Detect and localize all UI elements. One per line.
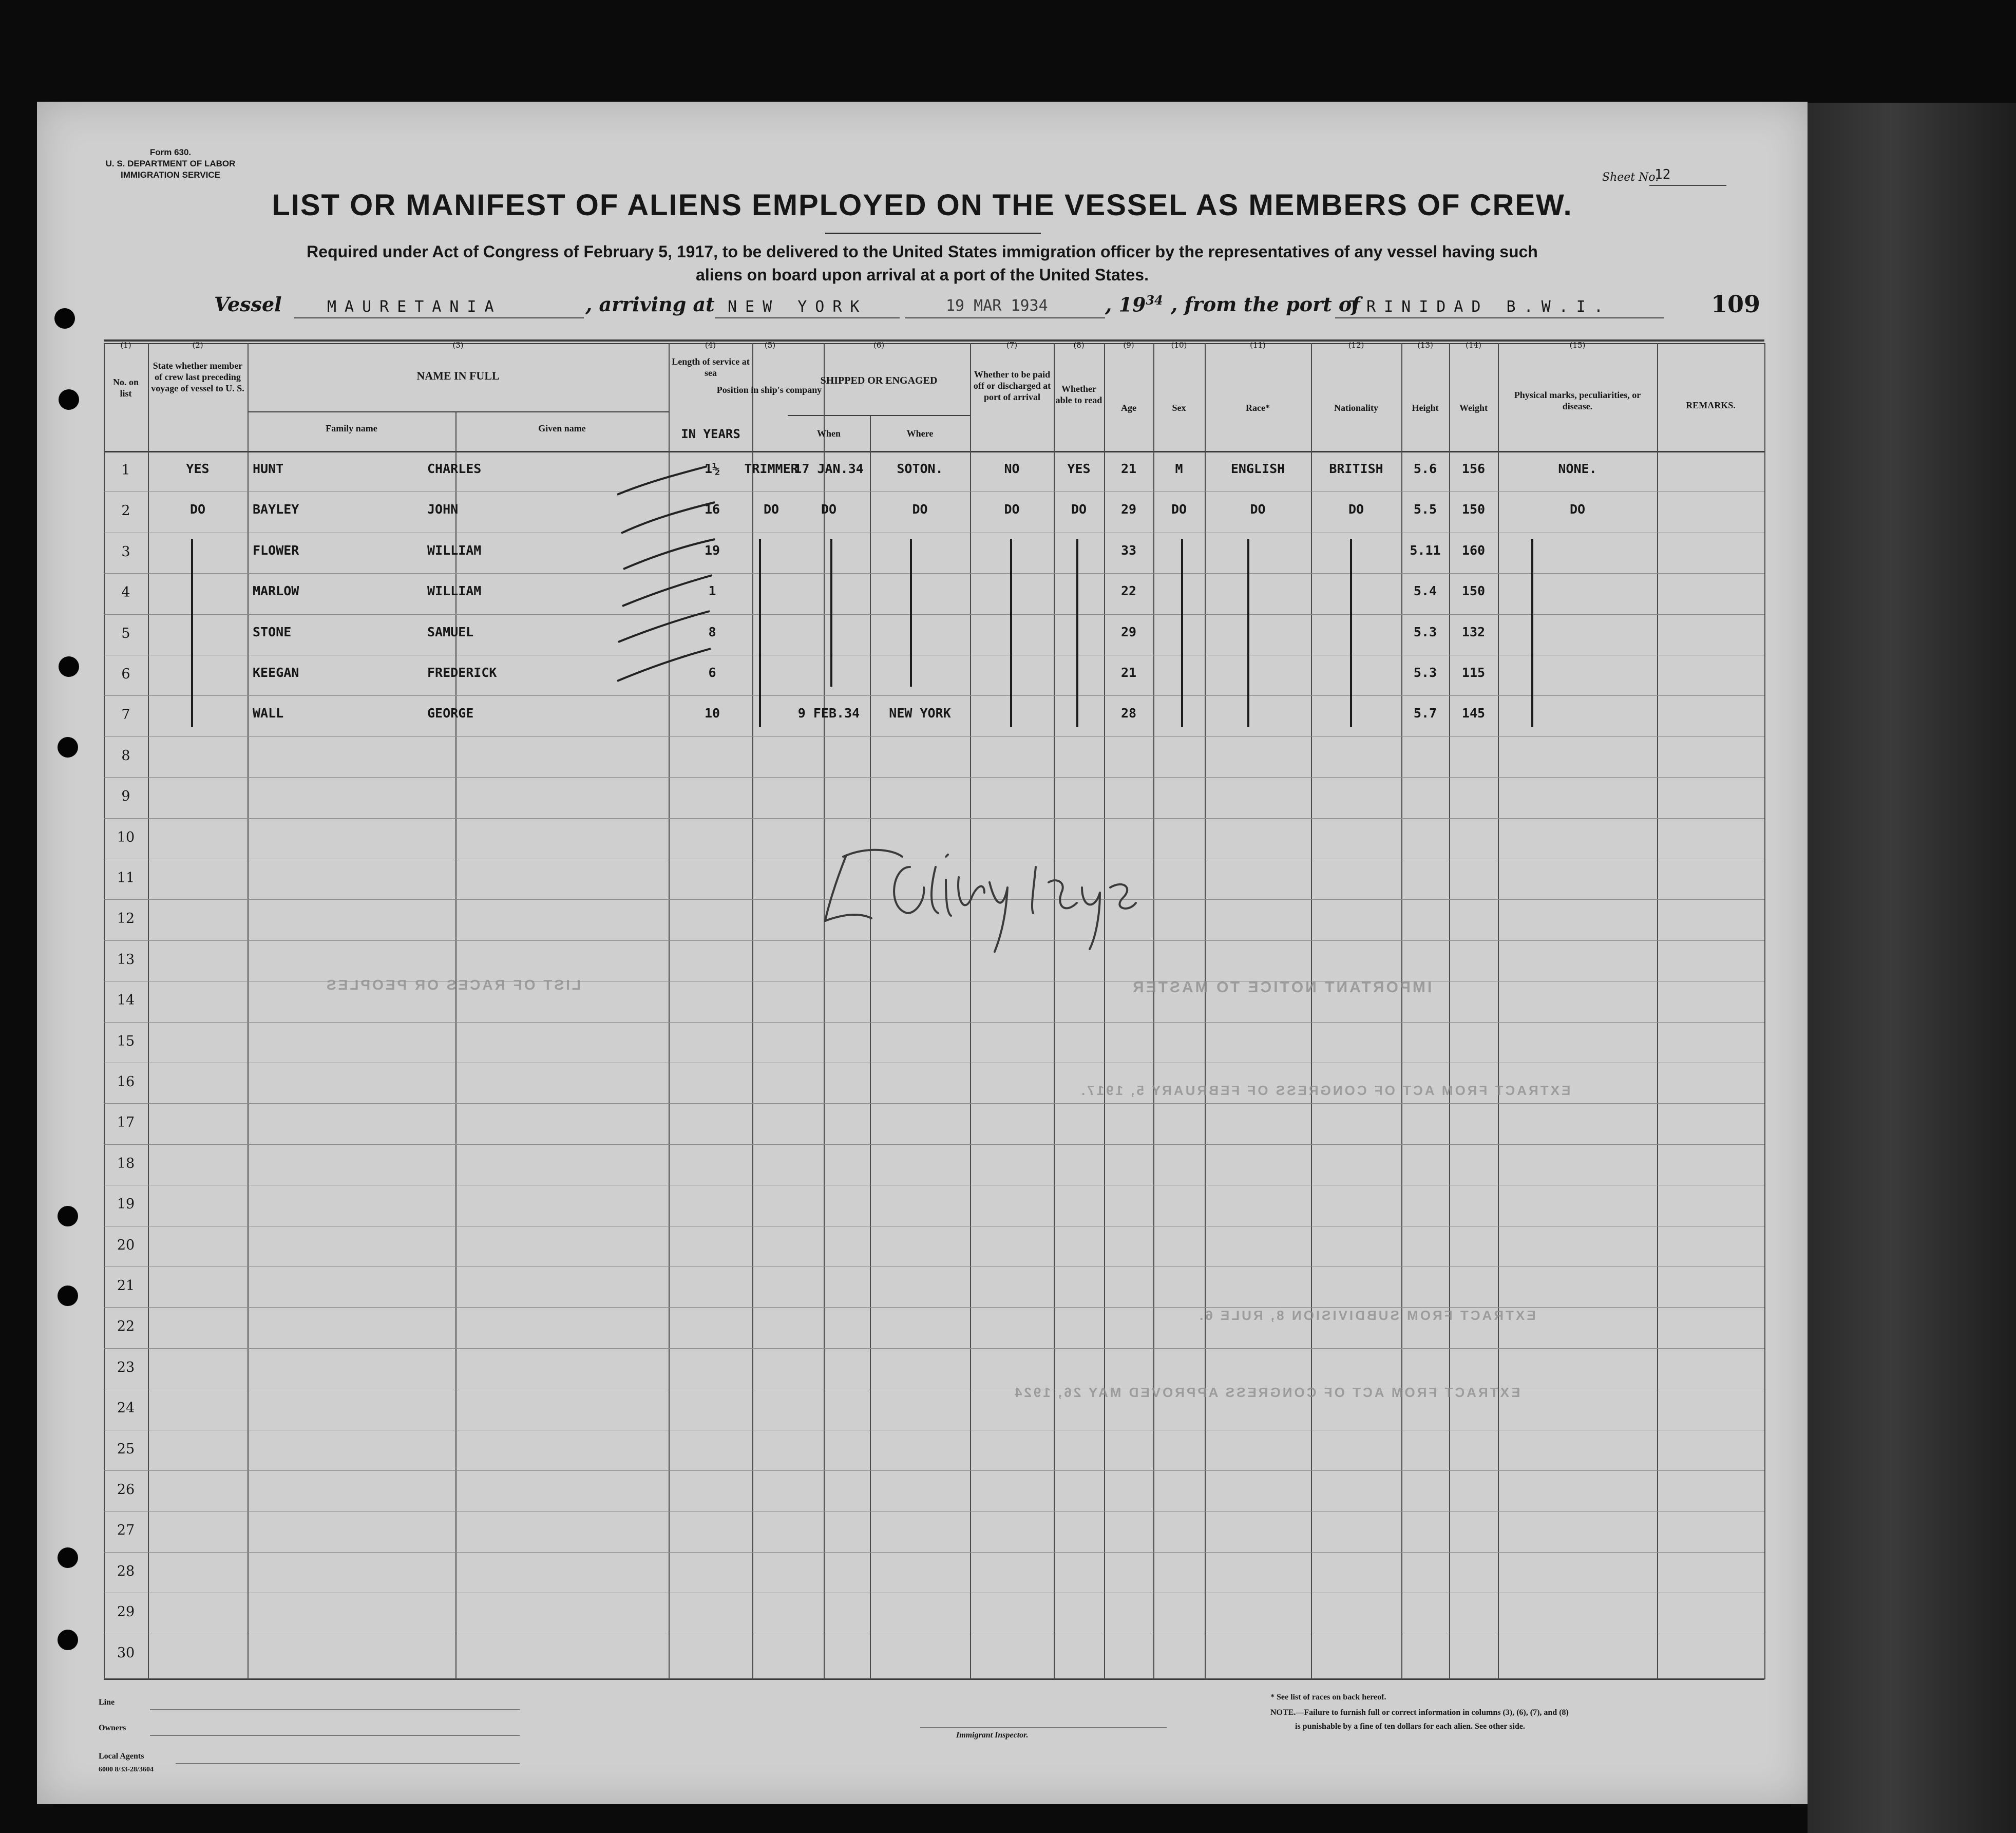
given-name-cell: WILLIAM (427, 583, 482, 598)
height-cell: 5.7 (1413, 706, 1437, 721)
column-rule (248, 343, 249, 1679)
header-able-read: Whether able to read (1055, 384, 1102, 405)
column-rule (148, 343, 149, 1679)
subtitle-line-2: aliens on board upon arrival at a port of the United States. (696, 266, 1149, 284)
from-port-underline (1335, 317, 1664, 318)
row-rule (104, 1022, 1764, 1023)
shipped-when-cell: DO (821, 502, 837, 517)
column-rule (1153, 343, 1154, 1679)
colnum-3: (3) (452, 341, 464, 350)
line-number: 19 (117, 1196, 135, 1212)
line-number: 14 (117, 992, 135, 1008)
name-subheader-rule (248, 411, 669, 412)
given-name-cell: GEORGE (427, 706, 474, 721)
arriving-port: NEW YORK (728, 298, 868, 316)
ditto-line (1247, 539, 1249, 727)
given-name-cell: JOHN (427, 502, 459, 517)
arrival-date-stamp: 19 MAR 1934 (946, 297, 1048, 315)
colnum-14: (14) (1466, 341, 1481, 350)
height-cell: 5.6 (1413, 461, 1437, 476)
punch-hole (58, 1286, 78, 1306)
arriving-underline (715, 317, 900, 318)
line-number: 29 (117, 1604, 135, 1620)
weight-cell: 156 (1461, 461, 1486, 476)
row-rule (104, 1103, 1764, 1104)
family-name-cell: WALL (253, 706, 284, 721)
physical-marks-cell: NONE. (1558, 461, 1597, 476)
colnum-9: (9) (1123, 341, 1134, 350)
footer-agents-label: Local Agents (99, 1752, 144, 1761)
age-cell: 28 (1120, 706, 1137, 721)
ditto-line (910, 539, 912, 687)
line-number: 6 (121, 666, 130, 682)
service-years-cell: 16 (704, 502, 720, 517)
family-name-cell: HUNT (253, 461, 284, 476)
header-length-units: IN YEARS (681, 427, 740, 441)
service-years-cell: 1 (708, 583, 716, 598)
line-number: 15 (117, 1033, 135, 1049)
service-name: IMMIGRATION SERVICE (121, 170, 220, 180)
position-cell: TRIMMER (744, 461, 798, 476)
line-number: 10 (117, 829, 135, 845)
table-bottom-rule (104, 1678, 1764, 1680)
header-name-in-full: NAME IN FULL (416, 369, 500, 382)
inspector-signature (815, 836, 1185, 954)
header-physical-marks: Physical marks, peculiarities, or disease. (1514, 390, 1641, 411)
shipped-subheader-rule (788, 415, 970, 416)
vessel-label: Vessel (214, 293, 282, 316)
print-code: 6000 8/33-28/3604 (99, 1766, 154, 1773)
column-rule (1657, 343, 1658, 1679)
height-cell: 5.3 (1413, 625, 1437, 639)
header-length-service: Length of service at sea (672, 356, 750, 378)
ditto-line (1531, 539, 1533, 727)
year-prefix (1105, 293, 1163, 316)
ditto-line (1350, 539, 1352, 727)
physical-marks-cell: DO (1569, 502, 1586, 517)
colnum-2: (2) (192, 341, 203, 350)
service-years-cell: 8 (708, 625, 716, 639)
line-number: 1 (121, 462, 130, 478)
colnum-1: (1) (120, 341, 131, 350)
ditto-line (759, 539, 761, 727)
header-paid-off: Whether to be paid off or discharged at port of arrival (973, 369, 1051, 402)
footer-line-field (150, 1709, 520, 1710)
colnum-6: (6) (873, 341, 885, 350)
colnum-15: (15) (1569, 341, 1586, 350)
colnum-5: (5) (764, 341, 776, 350)
header-where: Where (906, 428, 934, 439)
row-rule (104, 573, 1764, 574)
column-rule (1498, 343, 1499, 1679)
vessel-underline (294, 317, 584, 318)
colnum-8: (8) (1073, 341, 1085, 350)
header-height: Height (1412, 403, 1439, 413)
title-rule (825, 233, 1041, 234)
family-name-cell: BAYLEY (253, 502, 299, 517)
scanner-backdrop (1808, 103, 2016, 1833)
page-subtitle (37, 240, 1808, 287)
header-weight: Weight (1459, 403, 1488, 413)
colnum-13: (13) (1417, 341, 1433, 350)
line-number: 24 (117, 1400, 135, 1416)
position-cell: DO (763, 502, 779, 517)
family-name-cell: FLOWER (253, 543, 299, 558)
from-port-label: , from the port of (1171, 293, 1360, 316)
column-rule (1205, 343, 1206, 1679)
shipped-where-cell: SOTON. (897, 461, 943, 476)
row-rule (104, 614, 1764, 615)
line-number: 25 (117, 1441, 135, 1457)
page-number: 109 (1711, 290, 1761, 318)
column-rule (1764, 343, 1765, 1679)
colnum-12: (12) (1348, 341, 1364, 350)
header-nationality: Nationality (1334, 403, 1378, 413)
last-voyage-cell: DO (189, 502, 206, 517)
paid-off-cell: DO (1004, 502, 1020, 517)
penalty-note-2: is punishable by a fine of ten dollars for each alien. See other side. (1295, 1722, 1525, 1731)
service-years-cell: 10 (704, 706, 720, 721)
service-years-cell: 1½ (704, 461, 720, 476)
given-name-cell: WILLIAM (427, 543, 482, 558)
date-underline (905, 317, 1105, 318)
punch-hole (54, 308, 75, 329)
header-when: When (816, 428, 841, 439)
punch-hole (58, 1206, 78, 1226)
able-read-cell: DO (1071, 502, 1087, 517)
weight-cell: 160 (1461, 543, 1486, 558)
age-cell: 21 (1120, 665, 1137, 680)
height-cell: 5.5 (1413, 502, 1437, 517)
age-cell: 33 (1120, 543, 1137, 558)
shipped-when-cell: 9 FEB.34 (797, 706, 860, 721)
height-cell: 5.3 (1413, 665, 1437, 680)
header-shipped-engaged: SHIPPED OR ENGAGED (820, 375, 938, 386)
vessel-name: MAURETANIA (327, 298, 502, 316)
row-rule (104, 695, 1764, 696)
punch-hole (58, 737, 78, 758)
line-number: 20 (117, 1237, 135, 1253)
footer-owners-label: Owners (99, 1724, 126, 1732)
age-cell: 29 (1120, 502, 1137, 517)
penalty-note-1: NOTE.—Failure to furnish full or correct information in columns (3), (6), (7), and (8) (1270, 1708, 1569, 1717)
subtitle-line-1: Required under Act of Congress of February 5, 1917, to be delivered to the United States immigration officer by the representatives of any vessel having such (307, 242, 1538, 261)
row-rule (104, 1144, 1764, 1145)
row-rule (104, 1552, 1764, 1553)
service-years-cell: 6 (708, 665, 716, 680)
header-sex: Sex (1172, 403, 1186, 413)
race-cell: DO (1250, 502, 1266, 517)
line-number: 8 (121, 748, 130, 764)
line-number: 5 (121, 626, 130, 641)
bleed-extract-3: EXTRACT FROM ACT OF CONGRESS APPROVED MAY 26, 1924 (1013, 1385, 1520, 1400)
line-number: 13 (117, 952, 135, 968)
year-prefix-text: , 19 (1105, 293, 1146, 316)
column-rule (1311, 343, 1312, 1679)
page-title: LIST OR MANIFEST OF ALIENS EMPLOYED ON THE VESSEL AS MEMBERS OF CREW. (272, 188, 1573, 222)
colnum-10: (10) (1171, 341, 1187, 350)
service-years-cell: 19 (704, 543, 720, 558)
service-tally-strokes (602, 461, 725, 810)
weight-cell: 115 (1461, 665, 1486, 680)
paid-off-cell: NO (1004, 461, 1020, 476)
family-name-cell: MARLOW (253, 583, 299, 598)
column-rule (824, 343, 825, 1679)
bleed-extract-1: EXTRACT FROM ACT OF CONGRESS OF FEBRUARY 5, 1917. (1079, 1083, 1571, 1098)
footer-line-label: Line (99, 1698, 115, 1707)
punch-hole (58, 1547, 78, 1568)
given-name-cell: SAMUEL (427, 625, 474, 639)
header-last-voyage: State whether member of crew last preceding voyage of vessel to U. S. (151, 361, 244, 393)
row-rule (104, 1348, 1764, 1349)
line-number: 17 (117, 1114, 135, 1130)
line-number: 9 (121, 788, 130, 804)
line-number: 26 (117, 1482, 135, 1498)
line-number: 4 (121, 584, 130, 600)
given-name-cell: FREDERICK (427, 665, 497, 680)
line-number: 2 (121, 503, 130, 519)
colnum-11: (11) (1250, 341, 1266, 350)
line-number: 3 (121, 544, 130, 560)
line-number: 18 (117, 1156, 135, 1171)
sheet-no-label: Sheet No. (1602, 171, 1659, 184)
manifest-sheet (37, 102, 1808, 1804)
header-position: Position in ship's company (716, 385, 822, 395)
footer-agents-field (176, 1763, 520, 1764)
arriving-label: , arriving at (585, 293, 715, 316)
line-number: 22 (117, 1318, 135, 1334)
ditto-line (1010, 539, 1012, 727)
height-cell: 5.11 (1410, 543, 1441, 558)
form-number: Form 630. (149, 147, 192, 157)
line-number: 27 (117, 1522, 135, 1538)
year-suffix: 34 (1146, 293, 1163, 308)
column-rule (870, 416, 871, 1679)
age-cell: 22 (1120, 583, 1137, 598)
footer-owners-field (150, 1735, 520, 1736)
punch-hole (59, 389, 79, 410)
ditto-line (1181, 539, 1183, 727)
weight-cell: 150 (1461, 583, 1486, 598)
inspector-signature-line (920, 1727, 1167, 1728)
inspector-label: Immigrant Inspector. (956, 1731, 1029, 1740)
bleed-extract-2: EXTRACT FROM SUBDIVISION 8, RULE 6. (1197, 1308, 1536, 1323)
line-number: 16 (117, 1074, 135, 1090)
nationality-cell: BRITISH (1329, 461, 1383, 476)
nationality-cell: DO (1348, 502, 1364, 517)
weight-cell: 145 (1461, 706, 1486, 721)
punch-hole (59, 656, 79, 677)
bleed-races: LIST OF RACES OR PEOPLES (325, 977, 581, 993)
ditto-line (191, 539, 193, 727)
line-number: 11 (117, 870, 135, 886)
last-voyage-cell: YES (186, 461, 210, 476)
bleed-notice: IMPORTANT NOTICE TO MASTER (1131, 979, 1432, 996)
form-identifier (73, 147, 268, 181)
ditto-line (830, 539, 832, 687)
line-number: 7 (121, 707, 130, 723)
sheet-no-underline (1649, 185, 1726, 186)
header-age: Age (1121, 403, 1136, 413)
row-rule (104, 736, 1764, 737)
header-given-name: Given name (538, 423, 586, 433)
row-rule (104, 777, 1764, 778)
column-rule (752, 343, 753, 1679)
race-cell: ENGLISH (1230, 461, 1285, 476)
races-footnote: * See list of races on back hereof. (1270, 1693, 1386, 1702)
colnum-4: (4) (705, 341, 716, 350)
column-rule (455, 412, 457, 1679)
line-number: 30 (117, 1645, 135, 1661)
line-number: 23 (117, 1359, 135, 1375)
header-no-on-list: No. on list (112, 377, 139, 399)
shipped-when-cell: 17 JAN.34 (794, 461, 864, 476)
sheet-no-value: 12 (1654, 167, 1671, 182)
header-race: Race* (1246, 403, 1270, 413)
colnum-7: (7) (1006, 341, 1018, 350)
weight-cell: 150 (1461, 502, 1486, 517)
age-cell: 29 (1120, 625, 1137, 639)
weight-cell: 132 (1461, 625, 1486, 639)
row-rule (104, 818, 1764, 819)
ditto-line (1076, 539, 1078, 727)
header-family-name: Family name (326, 423, 377, 433)
height-cell: 5.4 (1413, 583, 1437, 598)
family-name-cell: KEEGAN (253, 665, 299, 680)
family-name-cell: STONE (253, 625, 292, 639)
column-rule (970, 343, 971, 1679)
column-rule (1054, 343, 1055, 1679)
department-name: U. S. DEPARTMENT OF LABOR (105, 159, 236, 168)
age-cell: 21 (1120, 461, 1137, 476)
shipped-where-cell: DO (912, 502, 928, 517)
line-number: 21 (117, 1278, 135, 1294)
able-read-cell: YES (1067, 461, 1091, 476)
line-number: 12 (117, 911, 135, 927)
row-rule (104, 1470, 1764, 1471)
punch-hole (58, 1630, 78, 1650)
sex-cell: DO (1171, 502, 1187, 517)
given-name-cell: CHARLES (427, 461, 482, 476)
sex-cell: M (1175, 461, 1183, 476)
header-remarks: REMARKS. (1686, 400, 1736, 410)
header-bottom-rule (104, 451, 1764, 452)
shipped-where-cell: NEW YORK (889, 706, 951, 721)
line-number: 28 (117, 1563, 135, 1579)
from-port: TRINIDAD B.W.I. (1349, 298, 1611, 316)
